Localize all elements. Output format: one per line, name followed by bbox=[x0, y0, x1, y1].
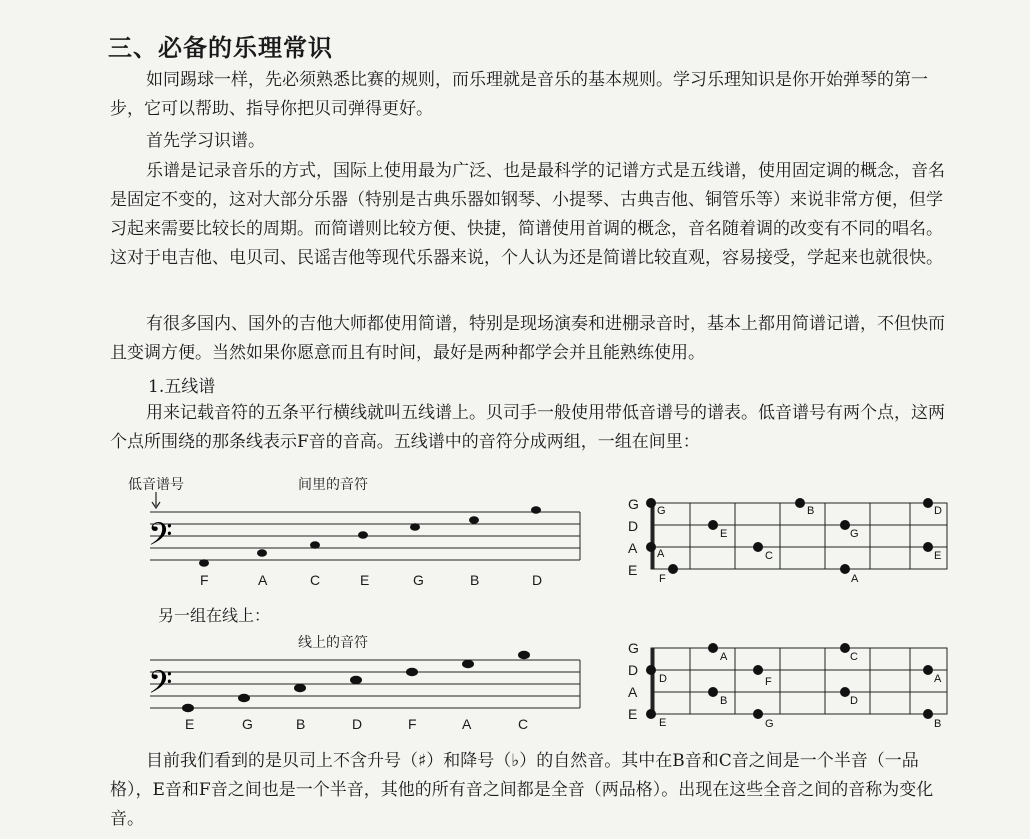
note-name: F bbox=[408, 716, 417, 732]
svg-text:C: C bbox=[850, 651, 858, 663]
note-name: G bbox=[413, 572, 424, 588]
string-name: A bbox=[628, 684, 638, 700]
svg-text:E: E bbox=[659, 717, 667, 729]
paragraph-4: 有很多国内、国外的吉他大师都使用简谱，特别是现场演奏和进棚录音时，基本上都用简谱记谱，不但快而且变调方便。当然如果你愿意而且有时间，最好是两种都学会并且能熟练使用。 bbox=[110, 314, 945, 363]
paragraph-5: 用来记载音符的五条平行横线就叫五线谱上。贝司手一般使用带低音谱号的谱表。低音谱号有两个点，这两个点所围绕的那条线表示F音的音高。五线谱中的音符分成两组，一组在间里： bbox=[110, 403, 945, 452]
string-name: G bbox=[628, 496, 639, 512]
svg-text:D: D bbox=[850, 695, 858, 707]
staff-spaces bbox=[120, 490, 590, 590]
note-name: E bbox=[360, 572, 370, 588]
note-name: B bbox=[296, 716, 306, 732]
note-name: C bbox=[310, 572, 321, 588]
note-name: A bbox=[462, 716, 472, 732]
bass-clef-icon: 𝄢 bbox=[148, 664, 173, 708]
paragraph-1: 如同踢球一样，先必须熟悉比赛的规则，而乐理就是音乐的基本规则。学习乐理知识是你开始弹琴的第一步，它可以帮助、指导你把贝司弹得更好。 bbox=[110, 70, 928, 119]
note-name: B bbox=[470, 572, 480, 588]
bass-clef-icon: 𝄢 bbox=[148, 516, 173, 560]
section-heading: 三、必备的乐理常识 bbox=[108, 33, 333, 62]
svg-text:A: A bbox=[720, 651, 728, 663]
svg-text:E: E bbox=[934, 550, 942, 562]
note-name: D bbox=[352, 716, 363, 732]
svg-text:A: A bbox=[851, 573, 859, 585]
string-name: E bbox=[628, 706, 638, 722]
svg-text:G: G bbox=[765, 718, 774, 730]
svg-text:F: F bbox=[659, 573, 666, 585]
svg-text:E: E bbox=[720, 528, 728, 540]
paragraph-7: 目前我们看到的是贝司上不含升号（♯）和降号（♭）的自然音。其中在B音和C音之间是一个半音（一品格），E音和F音之间也是一个半音，其他的所有音之间都是全音（两品格）。出现在这些全音之间的音称为变化音。 bbox=[110, 751, 934, 829]
paragraph-3: 乐谱是记录音乐的方式，国际上使用最为广泛、也是最科学的记谱方式是五线谱，使用固定调的概念，音名是固定不变的，这对大部分乐器（特别是古典乐器如钢琴、小提琴、古典吉他、铜管乐等）来说非常方便，但学习起来需要比较长的周期。而简谱则比较方便、快捷，简谱使用首调的概念，音名随着调的改变有不同的唱名。这对于电吉他、电贝司、民谣吉他等现代乐器来说，个人认为还是简谱比较直观，容易接受，学起来也就很快。 bbox=[110, 161, 945, 268]
svg-text:G: G bbox=[850, 528, 859, 540]
bass-clef-label: 低音谱号 bbox=[128, 477, 184, 493]
string-name: D bbox=[628, 518, 639, 534]
space-notes-label: 间里的音符 bbox=[298, 477, 368, 493]
svg-text:B: B bbox=[720, 695, 728, 707]
svg-text:B: B bbox=[934, 718, 942, 730]
line-notes-label: 线上的音符 bbox=[298, 635, 368, 651]
svg-text:G: G bbox=[657, 505, 666, 517]
note-name: D bbox=[532, 572, 543, 588]
note-name: G bbox=[242, 716, 253, 732]
svg-text:D: D bbox=[934, 505, 942, 517]
subsection-title: 1.五线谱 bbox=[148, 377, 216, 397]
fretboard-bottom bbox=[645, 640, 955, 730]
svg-text:A: A bbox=[934, 673, 942, 685]
string-name: D bbox=[628, 662, 639, 678]
string-name: E bbox=[628, 562, 638, 578]
svg-text:C: C bbox=[765, 550, 773, 562]
note-name: A bbox=[258, 572, 268, 588]
paragraph-6: 另一组在线上： bbox=[158, 606, 271, 625]
svg-text:B: B bbox=[807, 505, 815, 517]
string-name: G bbox=[628, 640, 639, 656]
svg-text:F: F bbox=[765, 676, 772, 688]
paragraph-2: 首先学习识谱。 bbox=[146, 131, 265, 151]
svg-text:A: A bbox=[657, 548, 665, 560]
fretboard-top bbox=[645, 495, 955, 585]
note-name: E bbox=[185, 716, 195, 732]
svg-text:D: D bbox=[659, 673, 667, 685]
string-name: A bbox=[628, 540, 638, 556]
note-name: C bbox=[518, 716, 529, 732]
staff-lines bbox=[120, 648, 590, 718]
note-name: F bbox=[200, 572, 209, 588]
